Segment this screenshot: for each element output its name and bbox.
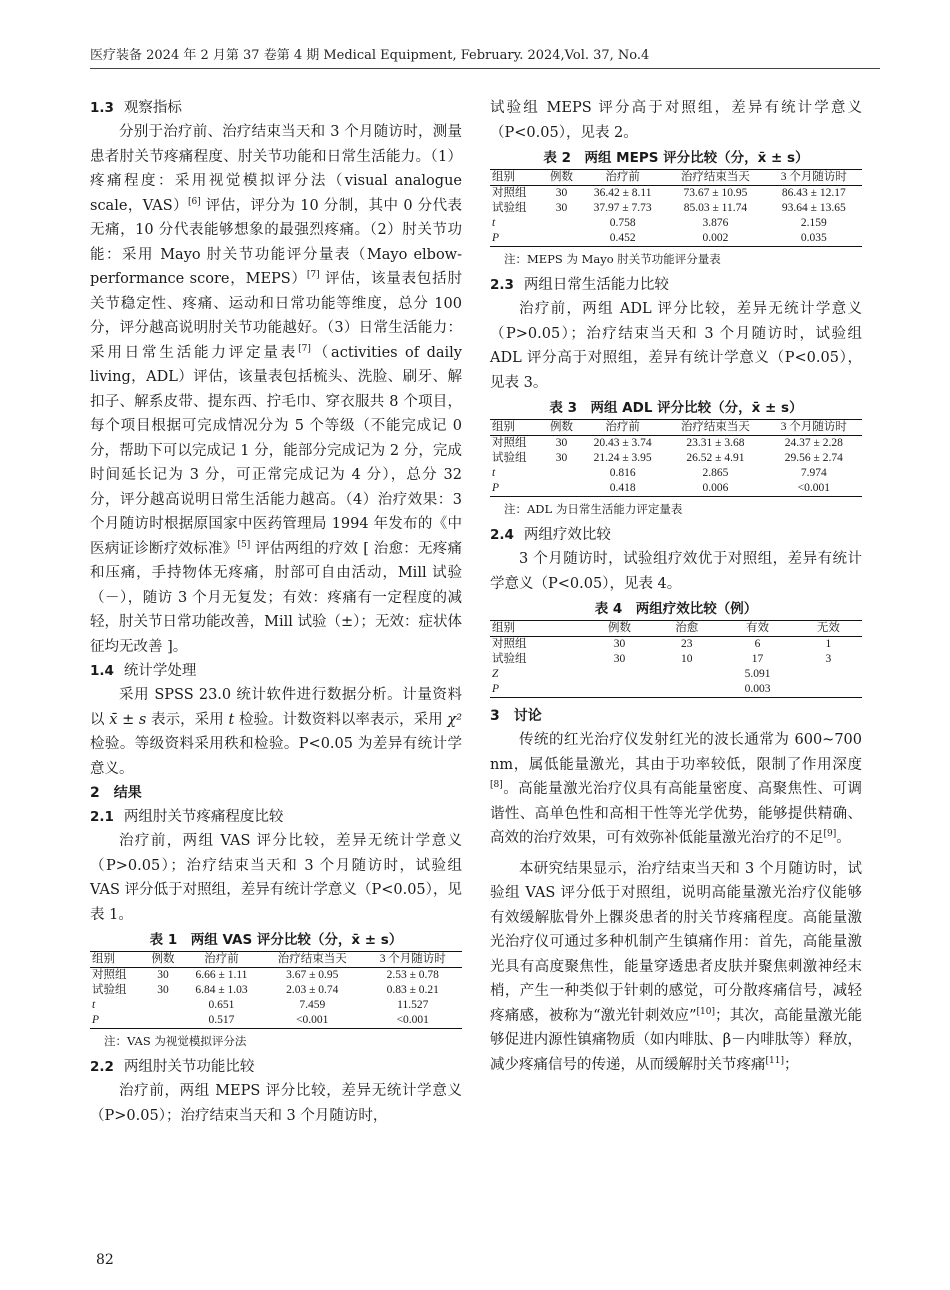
table-cell: 0.758 bbox=[609, 217, 636, 229]
table-3 bbox=[490, 419, 862, 497]
table-4 bbox=[490, 620, 862, 698]
table-cell: t bbox=[92, 999, 96, 1011]
table-cell: 对照组 bbox=[492, 638, 527, 650]
section-3-para-2: 本研究结果显示，治疗结束当天和 3 个月随访时，试验组 VAS 评分低于对照组，说明高能量激光治疗仪能够有效缓解肱骨外上髁炎患者的肘关节疼痛程度。高能量激光治疗仪可通过多种机制产生镇痛作用：首先，高能量激光具有高度聚焦性，能量穿透患者皮肤并聚焦刺激神经末梢，产生一种类似于针刺的感觉，可分散疼痛信号，减轻疼痛感，被称为“激光针刺效应”[10]；其次，高能量激光能够促进内源性镇痛物质（如内啡肽、β－内啡肽等）释放，减少疼痛信号的传递，从而缓解肘关节疼痛[11]； bbox=[490, 860, 862, 1073]
table-cell: 21.24 ± 3.95 bbox=[593, 452, 652, 464]
table-header-cell: 例数 bbox=[586, 621, 653, 637]
table-cell: 36.42 ± 8.11 bbox=[593, 187, 652, 199]
table-cell bbox=[543, 481, 580, 497]
table-cell: 0.452 bbox=[580, 231, 665, 247]
table-header-cell: 3 个月随访时 bbox=[766, 170, 862, 186]
table-cell: 试验组 bbox=[492, 202, 527, 214]
table-cell: 0.006 bbox=[665, 481, 765, 497]
section-2-2-heading: 2.2 两组肘关节功能比较 bbox=[90, 1059, 255, 1075]
table-cell: Z bbox=[492, 668, 499, 680]
table-cell: 30 bbox=[613, 653, 626, 665]
table-cell: 6 bbox=[754, 638, 761, 650]
table-cell: 86.43 ± 12.17 bbox=[781, 187, 846, 199]
table-header-cell: 治疗结束当天 bbox=[261, 952, 363, 968]
table-1-caption: 表 1 两组 VAS 评分比较（分，x̄ ± s） bbox=[149, 932, 403, 948]
table-cell: 20.43 ± 3.74 bbox=[593, 437, 652, 449]
table-cell: 23 bbox=[680, 638, 693, 650]
table-cell: 2.865 bbox=[702, 467, 729, 479]
table-cell bbox=[543, 231, 580, 247]
table-2-caption: 表 2 两组 MEPS 评分比较（分，x̄ ± s） bbox=[543, 150, 809, 166]
table-header-cell: 例数 bbox=[543, 170, 580, 186]
table-row bbox=[490, 186, 862, 202]
table-header-cell: 3 个月随访时 bbox=[364, 952, 463, 968]
section-3-heading: 3 讨论 bbox=[490, 708, 542, 724]
table-cell: P bbox=[490, 481, 543, 497]
section-1-4-heading: 1.4 统计学处理 bbox=[90, 663, 197, 679]
table-cell: 24.37 ± 2.28 bbox=[784, 437, 843, 449]
table-cell: 30 bbox=[555, 437, 568, 449]
table-row bbox=[490, 436, 862, 452]
section-1-3-body: 分别于治疗前、治疗结束当天和 3 个月随访时，测量患者肘关节疼痛程度、肘关节功能和日常生活能力。（1）疼痛程度：采用视觉模拟评分法（visual analogue scale，VAS）[6] 评估，评分为 10 分制，其中 0 分代表无痛，10 分代表能够想象的最强烈疼痛。（2）肘关节功能：采用 Mayo 肘关节功能评分量表（Mayo elbow-performance score，MEPS）[7] 评估，该量表包括肘关节稳定性、疼痛、运动和日常功能等维度，总分 100 分，评分越高说明肘关节功能越好。（3）日常生活能力：采用日常生活能力评定量表[7]（activities of daily living，ADL）评估，该量表包括梳头、洗脸、刷牙、解扣子、解系皮带、提东西、拧毛巾、穿衣服共 8 个项目，每个项目根据可完成情况分为 5 个等级（不能完成记 0 分，帮助下可以完成记 1 分，能部分完成记为 2 分，完成时间延长记为 3 分，可正常完成记为 4 分），总分 32 分，评分越高说明日常生活能力越高。（4）治疗效果：3 个月随访时根据原国家中医药管理局 1994 年发布的《中医病证诊断疗效标准》[5] 评估两组的疗效 [ 治愈：无疼痛和压痛，手持物体无疼痛，肘部可自由活动，Mill 试验（－），随访 3 个月无复发；有效：疼痛有一定程度的减轻，肘关节日常功能改善，Mill 试验（±）；无效：症状体征均无改善 ]。 bbox=[90, 124, 463, 655]
table-1-note: 注：VAS 为视觉模拟评分法 bbox=[104, 1034, 247, 1048]
table-header-cell: 治疗结束当天 bbox=[665, 420, 765, 436]
table-cell: P bbox=[490, 231, 543, 247]
table-header-cell: 治疗结束当天 bbox=[665, 170, 765, 186]
table-header-cell: 例数 bbox=[543, 420, 580, 436]
table-cell bbox=[795, 682, 862, 698]
running-header: 医疗装备 2024 年 2 月第 37 卷第 4 期 Medical Equipment, February. 2024,Vol. 37, No.4 bbox=[90, 48, 650, 63]
table-header-cell: 无效 bbox=[795, 621, 862, 637]
table-cell: 2.53 ± 0.78 bbox=[386, 969, 439, 981]
table-header-cell: 治疗前 bbox=[580, 170, 665, 186]
table-cell: 0.003 bbox=[720, 682, 794, 698]
table-cell: 23.31 ± 3.68 bbox=[686, 437, 745, 449]
table-2-note: 注：MEPS 为 Mayo 肘关节功能评分量表 bbox=[504, 252, 721, 266]
section-2-1-body: 治疗前，两组 VAS 评分比较，差异无统计学意义（P>0.05）；治疗结束当天和 3 个月随访时，试验组 VAS 评分低于对照组，差异有统计学意义（P<0.05），见表 1。 bbox=[90, 833, 462, 923]
table-cell bbox=[795, 667, 862, 682]
table-row bbox=[90, 998, 462, 1013]
table-3-caption: 表 3 两组 ADL 评分比较（分，x̄ ± s） bbox=[549, 400, 803, 416]
table-cell: 试验组 bbox=[492, 452, 527, 464]
table-cell: 2.03 ± 0.74 bbox=[286, 984, 339, 996]
left-column bbox=[90, 96, 462, 1128]
table-cell: 85.03 ± 11.74 bbox=[683, 202, 748, 214]
table-cell: 30 bbox=[613, 638, 626, 650]
section-2-3-heading: 2.3 两组日常生活能力比较 bbox=[490, 277, 669, 293]
table-cell: t bbox=[492, 467, 496, 479]
table-cell bbox=[653, 667, 720, 682]
table-cell: 对照组 bbox=[492, 187, 527, 199]
table-cell bbox=[543, 466, 580, 481]
table-cell: 3.876 bbox=[702, 217, 729, 229]
table-cell: 30 bbox=[157, 969, 169, 981]
table-cell bbox=[144, 1013, 182, 1029]
table-cell: 6.66 ± 1.11 bbox=[195, 969, 248, 981]
table-header-cell: 治疗前 bbox=[580, 420, 665, 436]
table-cell: 3.67 ± 0.95 bbox=[286, 969, 339, 981]
table-header-cell: 有效 bbox=[720, 621, 794, 637]
table-header-cell: 治愈 bbox=[653, 621, 720, 637]
table-cell: 93.64 ± 13.65 bbox=[781, 202, 846, 214]
table-cell: 1 bbox=[825, 638, 832, 650]
table-cell: 对照组 bbox=[492, 437, 527, 449]
table-cell bbox=[543, 216, 580, 231]
section-2-2-body: 治疗前，两组 MEPS 评分比较，差异无统计学意义（P>0.05）；治疗结束当天和 3 个月随访时， bbox=[90, 1083, 462, 1124]
table-cell: 试验组 bbox=[492, 653, 527, 665]
table-row bbox=[90, 1013, 462, 1029]
table-cell: 30 bbox=[555, 202, 568, 214]
table-cell: 37.97 ± 7.73 bbox=[593, 202, 652, 214]
table-cell: 30 bbox=[157, 984, 169, 996]
table-cell: 对照组 bbox=[92, 969, 127, 981]
table-header-cell: 组别 bbox=[90, 952, 144, 968]
table-row bbox=[490, 231, 862, 247]
table-cell: 26.52 ± 4.91 bbox=[686, 452, 745, 464]
table-cell: <0.001 bbox=[364, 1013, 463, 1029]
table-cell bbox=[586, 667, 653, 682]
table-cell: <0.001 bbox=[261, 1013, 363, 1029]
table-1 bbox=[90, 951, 462, 1029]
table-cell: 0.816 bbox=[609, 467, 636, 479]
section-2-heading: 2 结果 bbox=[90, 785, 142, 801]
table-cell: 29.56 ± 2.74 bbox=[784, 452, 843, 464]
table-header-cell: 3 个月随访时 bbox=[766, 420, 862, 436]
table-cell: P bbox=[490, 682, 586, 698]
table-row bbox=[490, 451, 862, 466]
table-row bbox=[490, 466, 862, 481]
table-cell: 试验组 bbox=[92, 984, 127, 996]
table-cell: 11.527 bbox=[397, 999, 429, 1011]
table-cell: 7.459 bbox=[299, 999, 326, 1011]
table-cell: t bbox=[492, 217, 496, 229]
table-cell bbox=[586, 682, 653, 698]
table-row bbox=[490, 652, 862, 667]
table-header-cell: 例数 bbox=[144, 952, 182, 968]
table-cell: 17 bbox=[751, 653, 764, 665]
table-cell: 6.84 ± 1.03 bbox=[195, 984, 248, 996]
table-cell: 73.67 ± 10.95 bbox=[683, 187, 748, 199]
table-cell: 30 bbox=[555, 452, 568, 464]
table-row bbox=[490, 216, 862, 231]
header-rule bbox=[90, 68, 880, 69]
table-cell: 0.517 bbox=[182, 1013, 261, 1029]
table-cell: 0.035 bbox=[766, 231, 862, 247]
section-3-para-1: 传统的红光治疗仪发射红光的波长通常为 600~700 nm，属低能量激光，其由于功率较低，限制了作用深度[8]。高能量激光治疗仪具有高能量密度、高聚焦性、可调谐性、高单色性和高相干性等光学优势，能够提供精确、高效的治疗效果，可有效弥补低能量激光治疗的不足[9]。 bbox=[490, 732, 862, 846]
right-column bbox=[490, 96, 862, 1077]
section-1-3-heading: 1.3 观察指标 bbox=[90, 100, 182, 116]
table-cell: <0.001 bbox=[766, 481, 862, 497]
page-number: 82 bbox=[96, 1252, 114, 1268]
section-2-4-body: 3 个月随访时，试验组疗效优于对照组，差异有统计学意义（P<0.05），见表 4。 bbox=[490, 551, 862, 592]
table-cell: 0.651 bbox=[208, 999, 235, 1011]
table-header-cell: 治疗前 bbox=[182, 952, 261, 968]
table-cell: 7.974 bbox=[800, 467, 827, 479]
table-row bbox=[490, 481, 862, 497]
section-2-3-body: 治疗前，两组 ADL 评分比较，差异无统计学意义（P>0.05）；治疗结束当天和 3 个月随访时，试验组 ADL 评分高于对照组，差异有统计学意义（P<0.05），见表 3。 bbox=[490, 301, 862, 391]
table-cell: 0.002 bbox=[665, 231, 765, 247]
table-row bbox=[490, 201, 862, 216]
table-row bbox=[90, 968, 462, 984]
table-row bbox=[490, 637, 862, 653]
section-2-4-heading: 2.4 两组疗效比较 bbox=[490, 527, 611, 543]
table-3-note: 注：ADL 为日常生活能力评定量表 bbox=[504, 502, 683, 516]
table-cell: 10 bbox=[680, 653, 693, 665]
section-2-2-continued: 试验组 MEPS 评分高于对照组，差异有统计学意义（P<0.05），见表 2。 bbox=[490, 100, 862, 141]
section-1-4-body: 采用 SPSS 23.0 统计软件进行数据分析。计量资料以 x̄ ± s 表示，采用 t 检验。计数资料以率表示，采用 χ² 检验。等级资料采用秩和检验。P<0.05 为差异有统计学意义。 bbox=[90, 687, 463, 777]
table-cell: 5.091 bbox=[744, 668, 771, 680]
table-header-cell: 组别 bbox=[490, 170, 543, 186]
table-cell: 30 bbox=[555, 187, 568, 199]
table-header-cell: 组别 bbox=[490, 420, 543, 436]
table-row bbox=[490, 667, 862, 682]
table-cell: 0.418 bbox=[580, 481, 665, 497]
table-4-caption: 表 4 两组疗效比较（例） bbox=[594, 601, 758, 617]
table-cell bbox=[653, 682, 720, 698]
table-cell: 2.159 bbox=[800, 217, 827, 229]
table-cell: P bbox=[90, 1013, 144, 1029]
section-2-1-heading: 2.1 两组肘关节疼痛程度比较 bbox=[90, 809, 284, 825]
table-cell bbox=[144, 998, 182, 1013]
table-cell: 0.83 ± 0.21 bbox=[386, 984, 439, 996]
table-row bbox=[90, 983, 462, 998]
table-row bbox=[490, 682, 862, 698]
table-2 bbox=[490, 169, 862, 247]
table-header-cell: 组别 bbox=[490, 621, 586, 637]
table-cell: 3 bbox=[825, 653, 832, 665]
